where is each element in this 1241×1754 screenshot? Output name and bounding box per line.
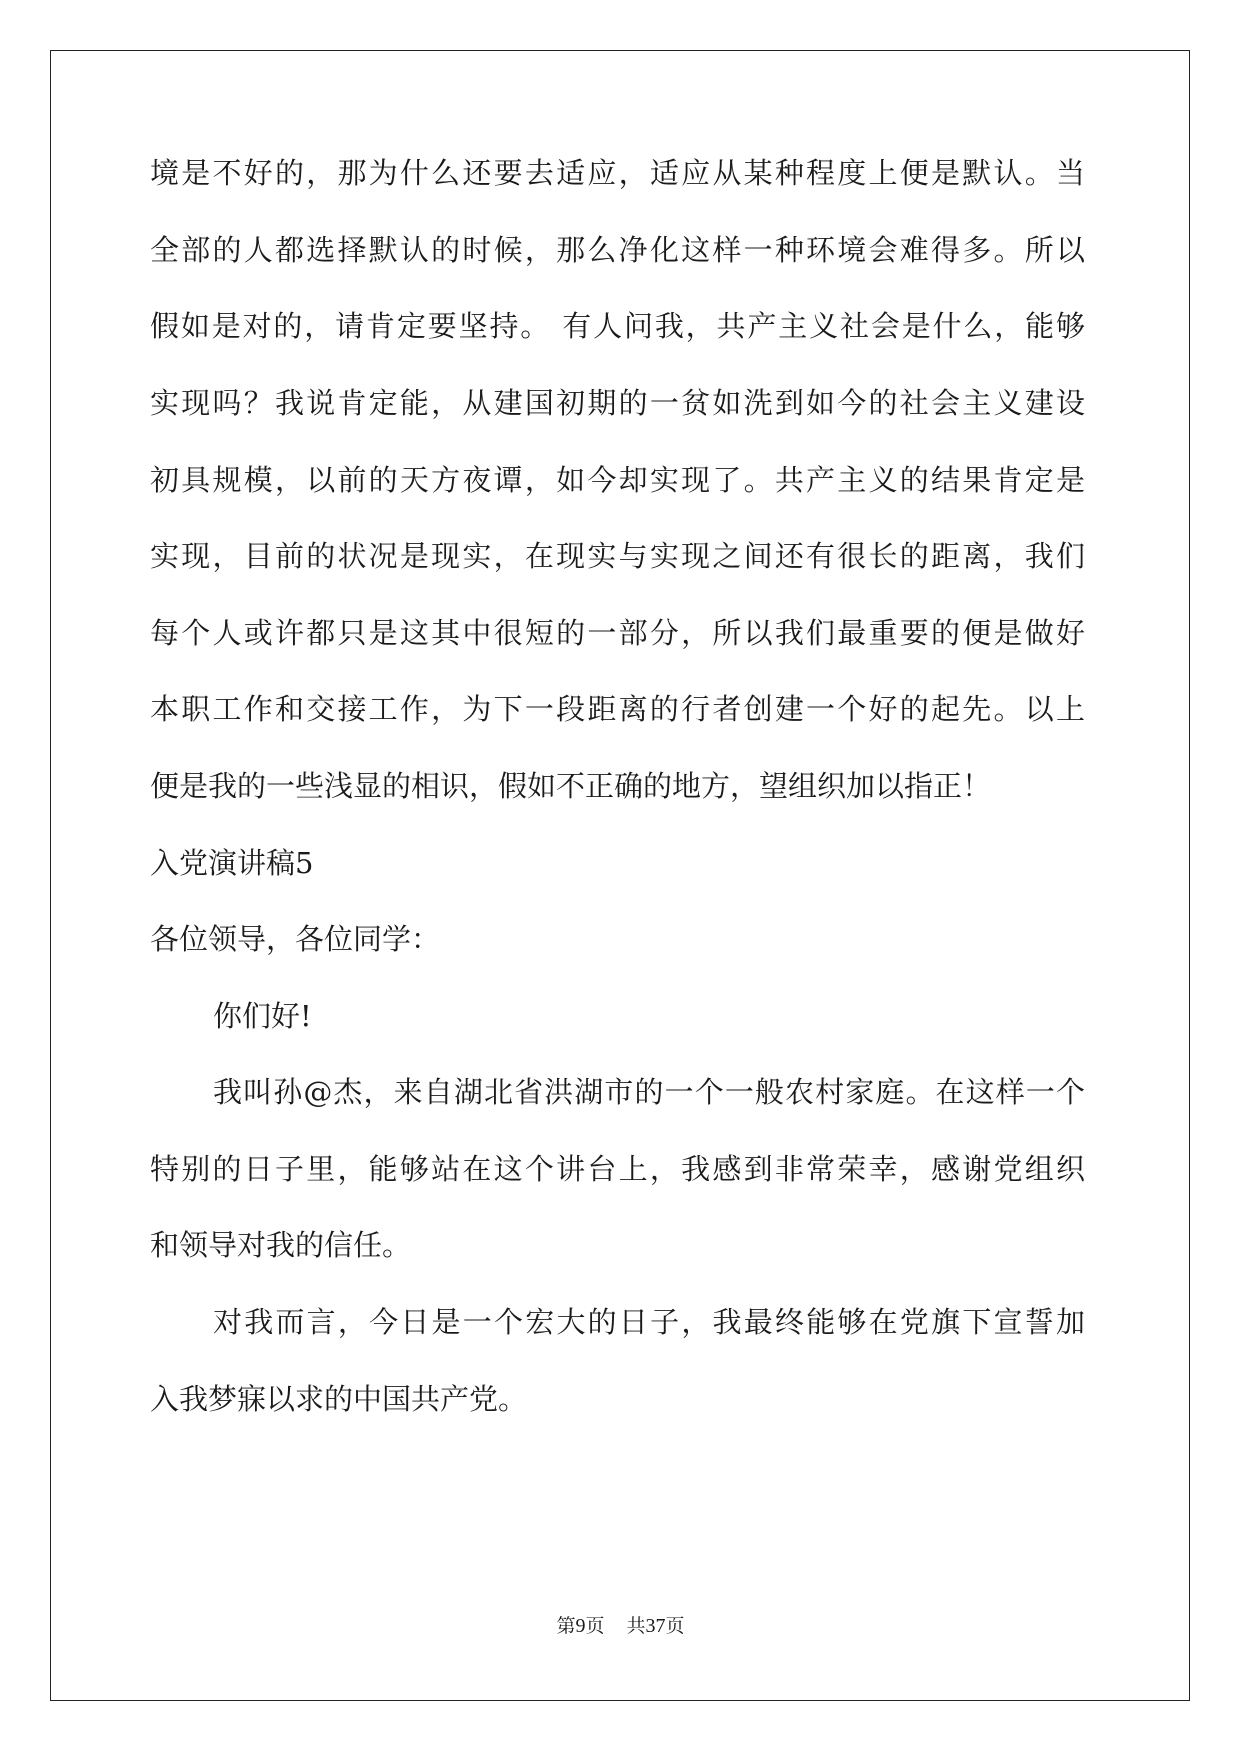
page-suffix: 页 bbox=[585, 1615, 605, 1637]
section-heading: 入党演讲稿5 bbox=[150, 846, 314, 880]
page-footer bbox=[0, 1614, 1241, 1638]
page-prefix: 第 bbox=[556, 1615, 576, 1637]
paragraph-line: 对我而言，今日是一个宏大的日子，我最终能够在党旗下宣誓加 bbox=[213, 1305, 1085, 1339]
paragraph-line: 便是我的一些浅显的相识，假如不正确的地方，望组织加以指正！ bbox=[150, 769, 992, 803]
paragraph-line: 假如是对的，请肯定要坚持。 有人问我，共产主义社会是什么，能够 bbox=[150, 309, 1085, 343]
paragraph-line: 每个人或许都只是这其中很短的一部分，所以我们最重要的便是做好 bbox=[150, 616, 1085, 650]
paragraph-line: 我叫孙@杰，来自湖北省洪湖市的一个一般农村家庭。在这样一个 bbox=[213, 1075, 1085, 1109]
paragraph-line: 特别的日子里，能够站在这个讲台上，我感到非常荣幸，感谢党组织 bbox=[150, 1152, 1085, 1186]
paragraph-line: 境是不好的，那为什么还要去适应，适应从某种程度上便是默认。当 bbox=[150, 156, 1085, 190]
paragraph-line: 本职工作和交接工作，为下一段距离的行者创建一个好的起先。以上 bbox=[150, 692, 1085, 726]
total-prefix: 共 bbox=[626, 1615, 646, 1637]
paragraph-line: 初具规模，以前的天方夜谭，如今却实现了。共产主义的结果肯定是 bbox=[150, 463, 1085, 497]
page-number: 9 bbox=[575, 1615, 586, 1637]
paragraph-line: 入我梦寐以求的中国共产党。 bbox=[150, 1382, 528, 1416]
paragraph-line: 实现，目前的状况是现实，在现实与实现之间还有很长的距离，我们 bbox=[150, 539, 1085, 573]
paragraph-line: 和领导对我的信任。 bbox=[150, 1228, 412, 1262]
salutation: 各位领导，各位同学： bbox=[150, 922, 441, 956]
total-suffix: 页 bbox=[665, 1615, 685, 1637]
greeting: 你们好! bbox=[213, 999, 312, 1033]
paragraph-line: 实现吗？我说肯定能，从建国初期的一贫如洗到如今的社会主义建设 bbox=[150, 386, 1085, 420]
total-pages: 37 bbox=[645, 1615, 666, 1637]
paragraph-line: 全部的人都选择默认的时候，那么净化这样一种环境会难得多。所以 bbox=[150, 233, 1085, 267]
